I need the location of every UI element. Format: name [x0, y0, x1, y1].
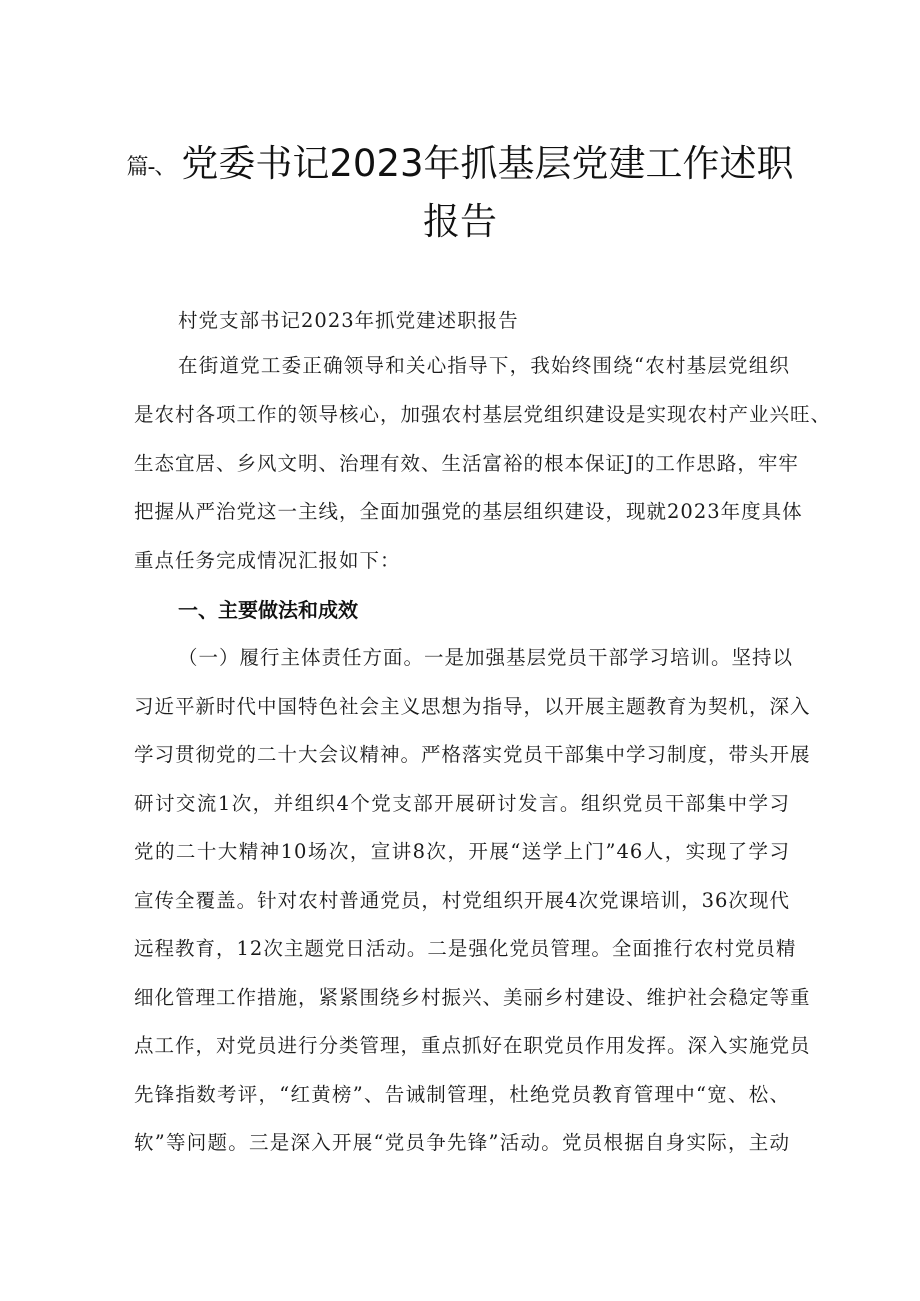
body-line: （一）履行主体责任方面。一是加强基层党员干部学习培训。坚持以	[178, 646, 794, 669]
intro-line: 生态宜居、乡风文明、治理有效、生活富裕的根本保证J的工作思路，牢牢	[134, 452, 799, 475]
body-line: 党的二十大精神10场次，宣讲8次，开展“送学上门”46人，实现了学习	[134, 840, 790, 863]
body-line: 先锋指数考评，“红黄榜”、告诫制管理，杜绝党员教育管理中“宽、松、	[134, 1083, 790, 1106]
body-line: 远程教育，12次主题党日活动。二是强化党员管理。全面推行农村党员精	[134, 937, 797, 960]
intro-line: 在街道党工委正确领导和关心指导下，我始终围绕“农村基层党组织	[178, 354, 790, 377]
report-subtitle: 村党支部书记2023年抓党建述职报告	[178, 309, 519, 332]
intro-line: 重点任务完成情况汇报如下：	[134, 549, 401, 572]
intro-line: 是农村各项工作的领导核心，加强农村基层党组织建设是实现农村产业兴旺、	[134, 403, 832, 426]
intro-line: 把握从严治党这一主线，全面加强党的基层组织建设，现就2023年度具体	[134, 500, 803, 523]
title-text: 党委书记2023年抓基层党建工作述职	[181, 142, 794, 185]
document-title-line-2: 报告	[423, 200, 497, 243]
title-prefix: 篇-、	[126, 155, 176, 180]
body-line: 软”等问题。三是深入开展“党员争先锋”活动。党员根据自身实际，主动	[134, 1131, 790, 1154]
body-line: 学习贯彻党的二十大会议精神。严格落实党员干部集中学习制度，带头开展	[134, 743, 811, 766]
body-line: 习近平新时代中国特色社会主义思想为指导，以开展主题教育为契机，深入	[134, 695, 811, 718]
document-title-line-1	[0, 142, 920, 190]
body-line: 研讨交流1次，并组织4个党支部开展研讨发言。组织党员干部集中学习	[134, 792, 790, 815]
body-line: 细化管理工作措施，紧紧围绕乡村振兴、美丽乡村建设、维护社会稳定等重	[134, 986, 811, 1009]
section-heading: 一、主要做法和成效	[178, 598, 358, 622]
body-line: 点工作，对党员进行分类管理，重点抓好在职党员作用发挥。深入实施党员	[134, 1034, 811, 1057]
body-line: 宣传全覆盖。针对农村普通党员，村党组织开展4次党课培训，36次现代	[134, 889, 790, 912]
